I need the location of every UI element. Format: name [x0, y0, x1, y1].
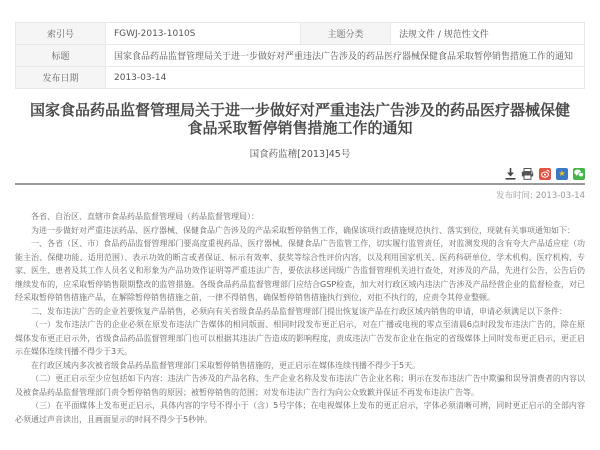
share-toolbar [15, 167, 585, 180]
print-icon[interactable] [521, 168, 534, 180]
publish-date-value: 2013-03-14 [106, 67, 585, 89]
publish-time [15, 189, 585, 201]
divider [15, 183, 585, 185]
topic-category-label: 主题分类 [301, 23, 391, 45]
wechat-share-icon[interactable] [573, 168, 585, 180]
download-icon[interactable] [505, 168, 516, 180]
publish-date-label: 发布日期 [16, 67, 106, 89]
table-row [16, 23, 585, 45]
document-number: 国食药监稽[2013]45号 [249, 149, 351, 160]
qzone-share-icon[interactable]: ★ [556, 168, 568, 180]
title-label: 标题 [16, 45, 106, 67]
publish-time-value: 2013-03-14 [535, 191, 585, 201]
body-paragraph: 在行政区域内多次被省级食品药品监督管理部门采取暂停销售措施的，更正启示在媒体连续刊播不得少于5天。 [31, 360, 421, 370]
weibo-share-icon[interactable] [539, 168, 551, 180]
topic-category-value: 法规文件 / 规范性文件 [391, 23, 585, 45]
body-paragraph: 二、发布违法广告的企业若要恢复产品销售，必须向有关省级食品药品监督管理部门提出恢复该产品在行政区域内销售的申请，申请必须满足以下条件： [31, 306, 567, 316]
body-paragraph: 一、各省（区、市）食品药品监督管理部门要高度重视药品、医疗器械、保健食品广告监管工作，切实履行监管责任，对监测发现的含有夸大产品适应症（功能主治、保健功能、适用范围）、表示功效的断言或者保证、标示有效率、获奖等综合性评价内容，以及利用国家机关、医药科研单位、学术机构、医疗机构、专家、医生、患者及其工作人员名义和形象为产品功效作证明等严重违法广告，要依法移送同级广告监督管理机关进行查处，对涉及的产品，先进行公告，公告后仍继续发布的，应采取暂停销售限期整改的监管措施。各级食品药品监督管理部门应结合GSP检查，加大对行政区域内违法广告涉及产品经营企业的监督检查，对已经采取暂停销售措施产品，在解除暂停销售措施之前，一律不得销售，确保暂停销售措施执行到位，对拒不执行的，应责令其停业整顿。 [15, 239, 585, 302]
article-body [15, 210, 585, 426]
body-paragraph: （一）发布违法广告的企业必须在原发布违法广告媒体的相同版面、相同时段发布更正启示，对在广播或电视的零点至清晨6点时段发布违法广告的，除在原媒体发布更正启示外，省级食品药品监督管理部门也可以根据其违法广告造成的影响程度，责成违法广告发布企业在指定的省级媒体上同时发布更正启示，更正启示在媒体连续刊播不得少于3天。 [15, 320, 585, 356]
body-paragraph: 各省、自治区、直辖市食品药品监督管理局（药品监督管理局）： [31, 212, 259, 221]
body-paragraph: （二）更正启示至少应包括如下内容：违法广告涉及的产品名称、生产企业名称及发布违法广告企业名称；明示在发布违法广告中欺骗和误导消费者的内容以及被食品药品监督管理部门责令暂停销售的原因；被暂停销售的范围；对发布违法广告行为向公众致歉并保证不再发布违法广告等。 [15, 374, 585, 397]
body-paragraph: （三）在平面媒体上发布更正启示，具体内容的字号不得小于（含）5号字体；在电视媒体上发布的更正启示，字体必须清晰可辨，同时更正启示的全部内容必须通过声音读出，且画面显示的时间不得少于5秒钟。 [15, 401, 585, 424]
table-row [16, 45, 585, 67]
table-row [16, 67, 585, 89]
document-meta-table [15, 22, 585, 89]
index-number-value: FGWJ-2013-1010S [106, 23, 301, 45]
page-title: 国家食品药品监督管理局关于进一步做好对严重违法广告涉及的药品医疗器械保健食品采取暂停销售措施工作的通知 [29, 101, 570, 137]
index-number-label: 索引号 [16, 23, 106, 45]
publish-time-label: 发布时间: [496, 191, 533, 201]
body-paragraph: 为进一步做好对严重违法药品、医疗器械、保健食品广告涉及的产品采取暂停销售工作，确保该项行政措施规范执行、落实到位，现就有关事项通知如下： [31, 225, 575, 235]
title-value: 国家食品药品监督管理局关于进一步做好对严重违法广告涉及的药品医疗器械保健食品采取暂停销售措施工作的通知 [106, 45, 585, 67]
